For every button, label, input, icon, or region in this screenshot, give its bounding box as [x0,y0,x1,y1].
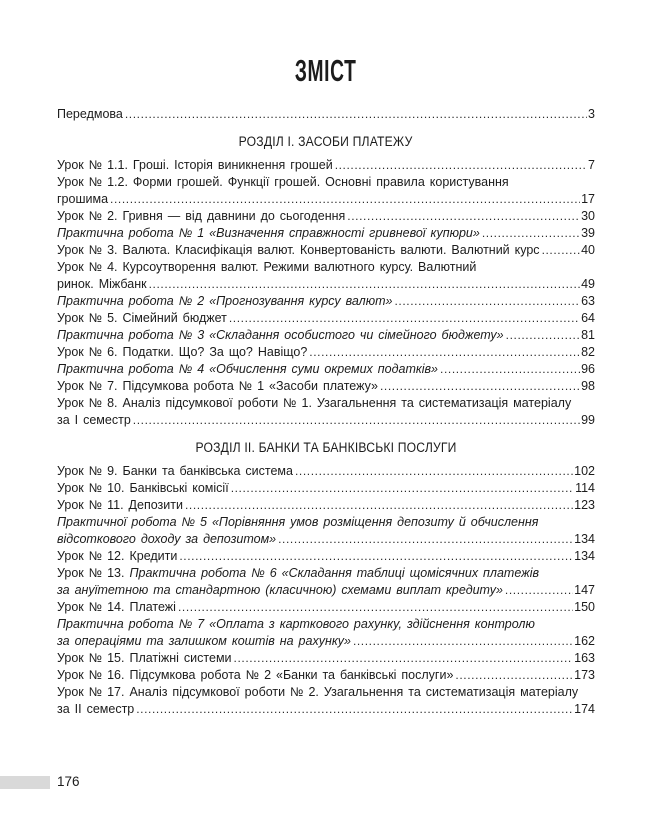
dot-leader [506,327,580,344]
toc-entry-line [57,599,595,616]
toc-entry-text: Урок № 8. Аналіз підсумкової роботи № 1. Узагальнення та систематизація матеріалу [57,396,572,410]
dot-leader [482,225,580,242]
toc-entry-page: 40 [581,243,595,257]
toc-entry-page: 102 [574,464,595,478]
toc-entry-text: відсоткового доходу за депозитом» [57,532,277,546]
toc-entry-line [57,378,595,395]
toc-entry-line [57,242,595,259]
toc-entry-page: 123 [574,498,595,512]
toc-entry-text-group [57,701,134,718]
toc-entry-line [57,293,595,310]
toc-entry-text: Практична робота № 6 «Складання таблиці щомісячних платежів [129,566,540,580]
toc-entry-page: 173 [574,668,595,682]
dot-leader [136,701,573,718]
toc-entry-page: 3 [588,107,595,121]
toc-entry-line [57,225,595,242]
toc-entry-text: за І семестр [57,413,131,427]
toc-entry-text: Урок № 4. Курсоутворення валют. Режими валютного курсу. Валютний [57,260,477,274]
toc-entry-text: Передмова [57,107,123,121]
footer-page-number: 176 [57,774,80,789]
toc-entry-preface [57,106,595,123]
dot-leader [179,548,573,565]
toc-entry-line [57,259,595,276]
toc-entry-text: Практична робота № 7 «Оплата з карткового рахунку, здійснення контролю [57,617,535,631]
toc-entry-text-group [57,157,333,174]
toc-entry-page: 150 [574,600,595,614]
toc-entry-text-group [57,684,578,701]
toc-entry-text: Урок № 14. Платежі [57,600,176,614]
toc-entry-text: Практична робота № 3 «Складання особистого чи сімейного бюджету» [57,328,504,342]
toc-entry-text-group [57,514,538,531]
toc-entry-text: Урок № 1.2. Форми грошей. Функції грошей. Основні правила користування [57,175,509,189]
toc-entry-text-group [57,650,232,667]
toc-section-heading [57,133,595,150]
dot-leader [542,242,581,259]
dot-leader [347,208,580,225]
toc-entry-line [57,667,595,684]
toc-entry-line [57,174,595,191]
dot-leader [234,650,574,667]
toc-entry-text: грошима [57,192,109,206]
toc-entry-text-group [57,327,504,344]
toc-entry-text-group [57,259,476,276]
toc-entry-text: Урок № 17. Аналіз підсумкової роботи № 2. Узагальнення та систематизація матеріалу [57,685,579,699]
dot-leader [110,191,580,208]
dot-leader [353,633,573,650]
toc-entry-page: 163 [574,651,595,665]
toc-entry-text-group [57,497,183,514]
toc-entry-text-group [57,548,177,565]
toc-entry-text-group [57,395,571,412]
toc-entry-text: ринок. Міжбанк [57,277,147,291]
toc-entry-text: за ануїтетною та стандартною (класичною) схемами виплат кредиту» [57,583,503,597]
toc-entry-line [57,701,595,718]
toc-entry-page: 81 [581,328,595,342]
dot-leader [380,378,580,395]
toc-entry-text: Урок № 11. Депозити [57,498,183,512]
dot-leader [149,276,581,293]
toc-entry-text: Урок № 3. Валюта. Класифікація валют. Конвертованість валюти. Валютний курс [57,243,540,257]
toc-entry-text-group [57,378,378,395]
page-title-text: ЗМІСТ [295,53,357,88]
toc-entry-text: за ІІ семестр [57,702,135,716]
toc-entry-text-group [57,293,393,310]
dot-leader [185,497,573,514]
dot-leader [295,463,573,480]
toc-entry-text-group [57,310,227,327]
toc-entry-line [57,395,595,412]
dot-leader [278,531,573,548]
toc-entry-text: Урок № 16. Підсумкова робота № 2 «Банки та банківські послуги» [57,668,454,682]
toc-entry-text: за операціями та залишком коштів на рахунку» [57,634,351,648]
page-title [57,54,595,88]
toc-entry-line [57,191,595,208]
toc-entry-text: Урок № 2. Гривня — від давнини до сьогодення [57,209,346,223]
toc-entry-text-group [57,242,540,259]
toc-entry-page: 64 [581,311,595,325]
toc-entry-page: 162 [574,634,595,648]
toc-entry-text: Урок № 12. Кредити [57,549,178,563]
dot-leader [229,310,580,327]
toc-entry-line [57,531,595,548]
toc-entry-text-group [57,582,503,599]
toc-entry-line [57,276,595,293]
dot-leader [505,582,573,599]
toc-entry-page: 174 [574,702,595,716]
toc-entry-line [57,548,595,565]
toc-sections [57,133,595,718]
toc-entry-text: Урок № 5. Сімейний бюджет [57,311,227,325]
toc-entry-text: Урок № 9. Банки та банківська система [57,464,293,478]
toc-entry-line [57,208,595,225]
toc-entry-text-group [57,531,276,548]
toc-entry-line [57,633,595,650]
dot-leader [455,667,573,684]
toc-entry-page: 39 [581,226,595,240]
toc-entry-page: 99 [581,413,595,427]
toc-entry-text: Практична робота № 4 «Обчислення суми окремих податків» [57,362,439,376]
toc-entry-text-group [57,344,307,361]
toc-entry-text: Урок № 10. Банківські комісії [57,481,229,495]
toc-section-heading-text: РОЗДІЛ ІІ. БАНКИ ТА БАНКІВСЬКІ ПОСЛУГИ [195,440,457,455]
toc-entry-text-group [57,361,438,378]
toc-entry-text-group [57,616,535,633]
dot-leader [133,412,580,429]
toc-entry-page: 96 [581,362,595,376]
toc-entry-line [57,684,595,701]
dot-leader [440,361,580,378]
toc-entry-text-group [57,191,108,208]
toc-entry-text: Урок № 1.1. Гроші. Історія виникнення грошей [57,158,333,172]
toc-entry-line [57,582,595,599]
toc-entry-page: 114 [575,481,595,495]
toc-entry-text-group [57,225,480,242]
toc-entry-page: 82 [581,345,595,359]
toc-entry-text: Практична робота № 2 «Прогнозування курсу валют» [57,294,393,308]
toc-entry-line [57,565,595,582]
toc-entry-line [57,463,595,480]
toc-entry-text: Урок № 15. Платіжні системи [57,651,232,665]
toc-entry-text-group [57,599,176,616]
toc-entry-line [57,157,595,174]
toc-entry-text-group [57,412,131,429]
toc-entry-text-group [57,667,453,684]
toc-entry-line [57,344,595,361]
toc-entry-text: Урок № 6. Податки. Що? За що? Навіщо? [57,345,308,359]
toc-entry-page: 63 [581,294,595,308]
toc-entry-text-group [57,463,293,480]
toc-entry-text-group [57,480,229,497]
toc-entry-page: 49 [581,277,595,291]
dot-leader [309,344,580,361]
toc-entry-page: 17 [581,192,595,206]
toc-entry-page: 98 [581,379,595,393]
toc-entry-text-group [57,633,351,650]
toc-entry-page: 134 [574,549,595,563]
toc-entry-line [57,514,595,531]
toc-entry-page: 30 [581,209,595,223]
dot-leader [178,599,573,616]
dot-leader [395,293,581,310]
toc-entry-text-group [57,174,509,191]
toc-entry-text-group [57,208,345,225]
footer-page-marker [0,776,50,789]
toc-entry-page: 134 [574,532,595,546]
toc-entry-text: Практична робота № 1 «Визначення справжності гривневої купюри» [57,226,480,240]
toc-section-heading-text: РОЗДІЛ І. ЗАСОБИ ПЛАТЕЖУ [239,134,413,149]
toc-entry-text: Урок № 7. Підсумкова робота № 1 «Засоби платежу» [57,379,378,393]
toc-entry-line [57,616,595,633]
toc-entry-line [57,497,595,514]
toc-entry-line [57,361,595,378]
toc-section-heading [57,439,595,456]
toc-entry-text: Практичної робота № 5 «Порівняння умов розміщення депозиту й обчислення [57,515,539,529]
toc-entry-text-group [57,276,147,293]
toc-entry-page: 147 [574,583,595,597]
dot-leader [335,157,587,174]
toc-content [57,0,595,718]
toc-entry-text-group [57,565,539,582]
toc-entry-page: 7 [588,158,595,172]
dot-leader [125,106,587,123]
toc-entry-text: Урок № 13. [57,566,130,580]
toc-entry-line [57,412,595,429]
toc-entry-line [57,480,595,497]
dot-leader [231,480,574,497]
toc-entry-line [57,650,595,667]
toc-entry-line [57,327,595,344]
toc-entry-line [57,310,595,327]
